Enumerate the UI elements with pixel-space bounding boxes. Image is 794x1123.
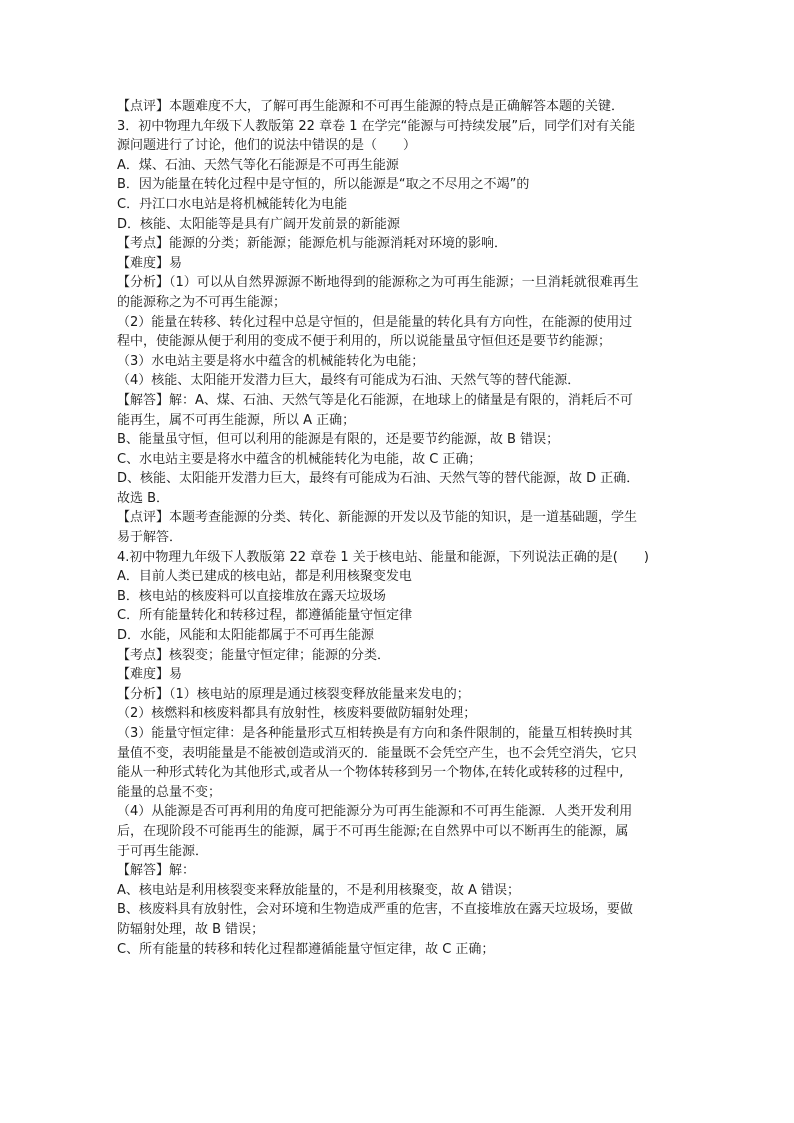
text-line: 【解答】解：A、煤、石油、天然气等是化石能源，在地球上的储量是有限的，消耗后不可 <box>117 392 633 408</box>
text-line: （4）从能源是否可再利用的角度可把能源分为可再生能源和不可再生能源．人类开发利用 <box>117 804 633 820</box>
option-line: D．核能、太阳能等是具有广阔开发前景的新能源 <box>117 216 401 232</box>
document-page <box>117 97 685 959</box>
text-line: （3）能量守恒定律：是各种能量形式互相转换是有方向和条件限制的，能量互相转换时其 <box>117 726 633 741</box>
option-line: A．煤、石油、天然气等化石能源是不可再生能源 <box>117 157 399 173</box>
text-line: 程中，使能源从便于利用的变成不便于利用的，所以说能量虽守恒但还是要节约能源； <box>117 334 612 350</box>
text-line: 后，在现阶段不可能再生的能源，属于不可再生能源;在自然界中可以不断再生的能源，属 <box>117 823 629 839</box>
text-line: 的能源称之为不可再生能源； <box>117 294 287 310</box>
text-line: 源问题进行了讨论，他们的说法中错误的是（ ） <box>117 138 417 154</box>
option-line: B．核电站的核废料可以直接堆放在露天垃圾场 <box>117 588 386 604</box>
question-3-line: 3．初中物理九年级下人教版第 22 章卷 1 在学完“能源与可持续发展”后，同学们对有关能 <box>117 118 636 134</box>
option-line: C．所有能量转化和转移过程，都遵循能量守恒定律 <box>117 608 413 624</box>
text-line: 【点评】本题难度不大，了解可再生能源和不可再生能源的特点是正确解答本题的关键． <box>117 99 625 114</box>
text-line: 【分析】（1）可以从自然界源源不断地得到的能源称之为可再生能源；一旦消耗就很难再生 <box>117 275 639 291</box>
text-line: 易于解答． <box>117 530 183 546</box>
text-line: C、水电站主要是将水中蕴含的机械能转化为电能，故 C 正确； <box>117 451 482 467</box>
text-line: （2）核燃料和核废料都具有放射性，核废料要做防辐射处理； <box>117 706 477 722</box>
text-line: 【点评】本题考查能源的分类、转化、新能源的开发以及节能的知识，是一道基础题，学生 <box>117 510 638 526</box>
text-line: B、核废料具有放射性，会对环境和生物造成严重的危害，不直接堆放在露天垃圾场，要做 <box>117 902 633 918</box>
text-line: 【难度】易 <box>117 255 183 271</box>
text-line: （2）能量在转移、转化过程中总是守恒的，但是能量的转化具有方向性，在能源的使用过 <box>117 314 633 330</box>
option-line: A．目前人类已建成的核电站，都是利用核聚变发电 <box>117 569 412 585</box>
text-line: （4）核能、太阳能开发潜力巨大，最终有可能成为石油、天然气等的替代能源． <box>117 373 581 389</box>
text-line: 【考点】核裂变；能量守恒定律；能源的分类． <box>117 647 391 663</box>
option-line: D．水能，风能和太阳能都属于不可再生能源 <box>117 628 375 644</box>
text-line: 能从一种形式转化为其他形式,或者从一个物体转移到另一个物体,在转化或转移的过程中, <box>117 765 624 781</box>
text-line: C、所有能量的转移和转化过程都遵循能量守恒定律，故 C 正确； <box>117 941 495 957</box>
option-line: C．丹江口水电站是将机械能转化为电能 <box>117 196 348 212</box>
text-line: （3）水电站主要是将水中蕴含的机械能转化为电能； <box>117 353 425 369</box>
text-line: 【难度】易 <box>117 667 183 683</box>
text-line: 【分析】（1）核电站的原理是通过核裂变释放能量来发电的； <box>117 686 470 702</box>
text-line: B、能量虽守恒，但可以利用的能源是有限的，还是要节约能源，故 B 错误； <box>117 432 560 448</box>
text-line: 于可再生能源． <box>117 843 209 859</box>
text-line: 防辐射处理，故 B 错误； <box>117 921 265 937</box>
text-line: A、核电站是利用核裂变来释放能量的，不是利用核聚变，故 A 错误； <box>117 882 521 898</box>
text-line: 量值不变，表明能量是不能被创造或消灭的．能量既不会凭空产生，也不会凭空消失，它只 <box>117 745 638 761</box>
text-line: 能量的总量不变； <box>117 784 222 800</box>
option-line: B．因为能量在转化过程中是守恒的，所以能源是“取之不尽用之不竭”的 <box>117 177 530 193</box>
question-4-line: 4.初中物理九年级下人教版第 22 章卷 1 关于核电站、能量和能源，下列说法正确的是( ) <box>117 549 649 565</box>
text-line: 【解答】解： <box>117 863 196 879</box>
text-line: D、核能、太阳能开发潜力巨大，最终有可能成为石油、天然气等的替代能源，故 D 正确． <box>117 471 640 487</box>
text-line: 故选 B． <box>117 490 170 506</box>
text-line: 能再生，属不可再生能源，所以 A 正确； <box>117 412 356 428</box>
text-line: 【考点】能源的分类；新能源；能源危机与能源消耗对环境的影响． <box>117 236 508 252</box>
